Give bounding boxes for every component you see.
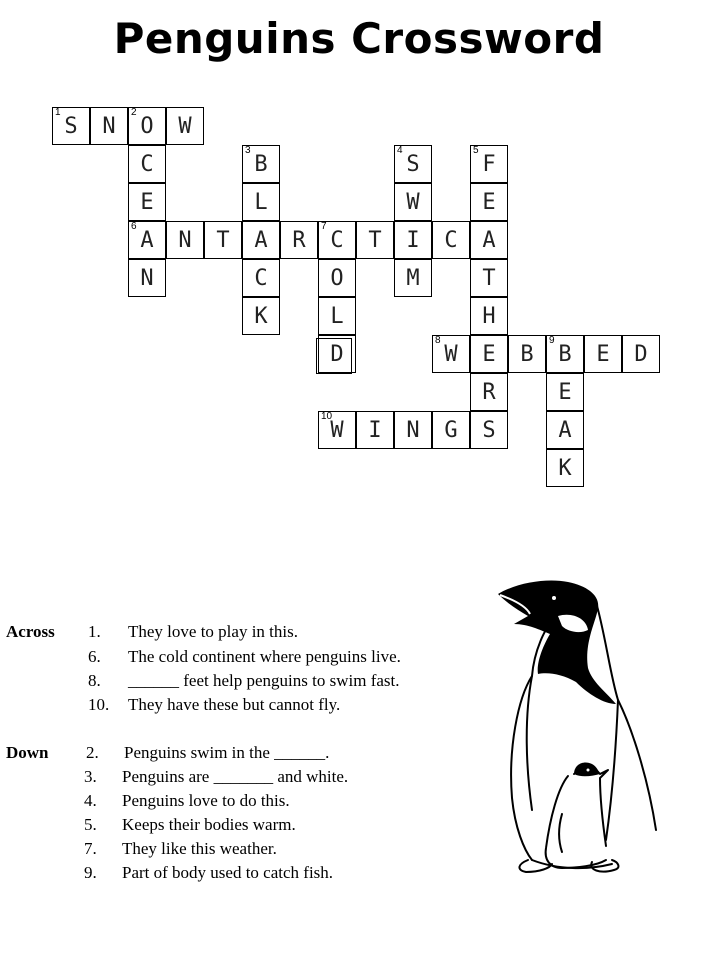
cell-letter: M bbox=[406, 265, 420, 291]
crossword-cell[interactable] bbox=[546, 449, 584, 487]
cell-letter: N bbox=[406, 417, 420, 443]
clue-number-label: 7 bbox=[321, 221, 327, 232]
clue-number-label: 4 bbox=[397, 145, 403, 156]
penguin-with-chick-illustration bbox=[488, 578, 668, 880]
clue-text: They have these but cannot fly. bbox=[128, 695, 341, 714]
clue-text: Penguins love to do this. bbox=[122, 791, 290, 810]
clue-number: 9. bbox=[84, 863, 97, 882]
cell-letter: T bbox=[216, 227, 230, 253]
crossword-cell[interactable] bbox=[470, 297, 508, 335]
crossword-cell[interactable] bbox=[470, 183, 508, 221]
crossword-cell[interactable] bbox=[470, 411, 508, 449]
down-heading: Down bbox=[6, 743, 49, 762]
crossword-cell[interactable] bbox=[242, 221, 280, 259]
clue-number: 4. bbox=[84, 791, 97, 810]
cell-letter: D bbox=[634, 341, 648, 367]
clue-number-label: 2 bbox=[131, 107, 137, 118]
cell-letter: N bbox=[102, 113, 116, 139]
crossword-cell[interactable] bbox=[394, 221, 432, 259]
crossword-cell[interactable] bbox=[432, 335, 470, 373]
cell-letter: B bbox=[558, 341, 572, 367]
crossword-cell[interactable] bbox=[242, 259, 280, 297]
cell-letter: N bbox=[140, 265, 154, 291]
cell-letter: O bbox=[330, 265, 344, 291]
cell-letter: E bbox=[482, 341, 496, 367]
clue-number: 10. bbox=[88, 695, 110, 714]
clue-number-label: 9 bbox=[549, 335, 555, 346]
clue-number-label: 6 bbox=[131, 221, 137, 232]
crossword-cell[interactable] bbox=[166, 221, 204, 259]
crossword-cell[interactable] bbox=[318, 221, 356, 259]
page-title: Penguins Crossword bbox=[113, 14, 605, 63]
crossword-cell[interactable] bbox=[432, 411, 470, 449]
clue-text: They like this weather. bbox=[122, 839, 277, 858]
crossword-cell[interactable] bbox=[242, 297, 280, 335]
crossword-cell[interactable] bbox=[470, 145, 508, 183]
cell-letter: S bbox=[64, 113, 78, 139]
cell-letter: W bbox=[444, 341, 458, 367]
cell-letter: F bbox=[482, 151, 496, 177]
crossword-cell[interactable] bbox=[546, 411, 584, 449]
clue-text: The cold continent where penguins live. bbox=[128, 647, 401, 666]
clue-text: ______ feet help penguins to swim fast. bbox=[128, 671, 400, 690]
cell-letter: E bbox=[596, 341, 610, 367]
crossword-cell[interactable] bbox=[128, 145, 166, 183]
cell-letter: K bbox=[254, 303, 268, 329]
crossword-cell[interactable] bbox=[52, 107, 90, 145]
crossword-cell[interactable] bbox=[90, 107, 128, 145]
cell-frame-decoration bbox=[316, 338, 352, 374]
crossword-cell[interactable] bbox=[242, 145, 280, 183]
cell-letter: A bbox=[558, 417, 572, 443]
across-heading: Across bbox=[6, 622, 55, 641]
clue-text: Penguins are _______ and white. bbox=[122, 767, 349, 786]
crossword-cell[interactable] bbox=[318, 297, 356, 335]
clue-text: Keeps their bodies warm. bbox=[122, 815, 296, 834]
crossword-cell[interactable] bbox=[318, 259, 356, 297]
crossword-cell[interactable] bbox=[432, 221, 470, 259]
cell-letter: C bbox=[140, 151, 154, 177]
clue-number: 5. bbox=[84, 815, 97, 834]
cell-letter: N bbox=[178, 227, 192, 253]
cell-letter: A bbox=[482, 227, 496, 253]
crossword-cell[interactable] bbox=[128, 259, 166, 297]
crossword-cell[interactable] bbox=[242, 183, 280, 221]
crossword-cell[interactable] bbox=[470, 373, 508, 411]
crossword-cell[interactable] bbox=[128, 107, 166, 145]
clue-number: 1. bbox=[88, 622, 101, 641]
clue-number-label: 1 bbox=[55, 107, 61, 118]
clue-text: Part of body used to catch fish. bbox=[122, 863, 334, 882]
crossword-cell[interactable] bbox=[394, 145, 432, 183]
cell-letter: C bbox=[254, 265, 268, 291]
crossword-cell[interactable] bbox=[470, 221, 508, 259]
cell-letter: H bbox=[482, 303, 496, 329]
cell-letter: D bbox=[330, 341, 344, 367]
cell-letter: L bbox=[330, 303, 344, 329]
crossword-cell[interactable] bbox=[356, 411, 394, 449]
cell-letter: S bbox=[482, 417, 496, 443]
crossword-cell[interactable] bbox=[622, 335, 660, 373]
crossword-cell[interactable] bbox=[318, 411, 356, 449]
clue-number: 2. bbox=[86, 743, 99, 762]
clue-number-label: 5 bbox=[473, 145, 479, 156]
cell-letter: I bbox=[406, 227, 420, 253]
clue-number: 3. bbox=[84, 767, 97, 786]
cell-letter: E bbox=[558, 379, 572, 405]
cell-letter: T bbox=[368, 227, 382, 253]
crossword-cell[interactable] bbox=[394, 411, 432, 449]
crossword-cell[interactable] bbox=[470, 335, 508, 373]
clue-text: Penguins swim in the ______. bbox=[124, 743, 330, 762]
cell-letter: S bbox=[406, 151, 420, 177]
clue-number: 6. bbox=[88, 647, 101, 666]
cell-letter: B bbox=[520, 341, 534, 367]
crossword-cell[interactable] bbox=[546, 335, 584, 373]
cell-letter: A bbox=[254, 227, 268, 253]
cell-letter: E bbox=[482, 189, 496, 215]
crossword-cell[interactable] bbox=[584, 335, 622, 373]
crossword-cell[interactable] bbox=[128, 183, 166, 221]
clue-number: 8. bbox=[88, 671, 101, 690]
cell-letter: G bbox=[444, 417, 458, 443]
clue-number-label: 10 bbox=[321, 411, 333, 422]
clue-number: 7. bbox=[84, 839, 97, 858]
cell-letter: C bbox=[444, 227, 458, 253]
clue-number-label: 8 bbox=[435, 335, 441, 346]
crossword-cell[interactable] bbox=[204, 221, 242, 259]
crossword-cell[interactable] bbox=[470, 259, 508, 297]
crossword-cell[interactable] bbox=[128, 221, 166, 259]
clue-text: They love to play in this. bbox=[128, 622, 298, 641]
cell-letter: C bbox=[330, 227, 344, 253]
cell-letter: R bbox=[292, 227, 306, 253]
crossword-cell[interactable] bbox=[356, 221, 394, 259]
cell-letter: W bbox=[406, 189, 420, 215]
cell-letter: A bbox=[140, 227, 154, 253]
cell-letter: W bbox=[178, 113, 192, 139]
cell-letter: K bbox=[558, 455, 572, 481]
cell-letter: L bbox=[254, 189, 268, 215]
crossword-cell[interactable] bbox=[394, 259, 432, 297]
cell-letter: I bbox=[368, 417, 382, 443]
cell-letter: R bbox=[482, 379, 496, 405]
crossword-cell[interactable] bbox=[280, 221, 318, 259]
crossword-cell[interactable] bbox=[546, 373, 584, 411]
cell-letter: E bbox=[140, 189, 154, 215]
cell-letter: T bbox=[482, 265, 496, 291]
cell-letter: B bbox=[254, 151, 268, 177]
crossword-cell[interactable] bbox=[508, 335, 546, 373]
crossword-cell[interactable] bbox=[166, 107, 204, 145]
cell-letter: W bbox=[330, 417, 344, 443]
crossword-cell[interactable] bbox=[394, 183, 432, 221]
cell-letter: O bbox=[140, 113, 154, 139]
clue-number-label: 3 bbox=[245, 145, 251, 156]
